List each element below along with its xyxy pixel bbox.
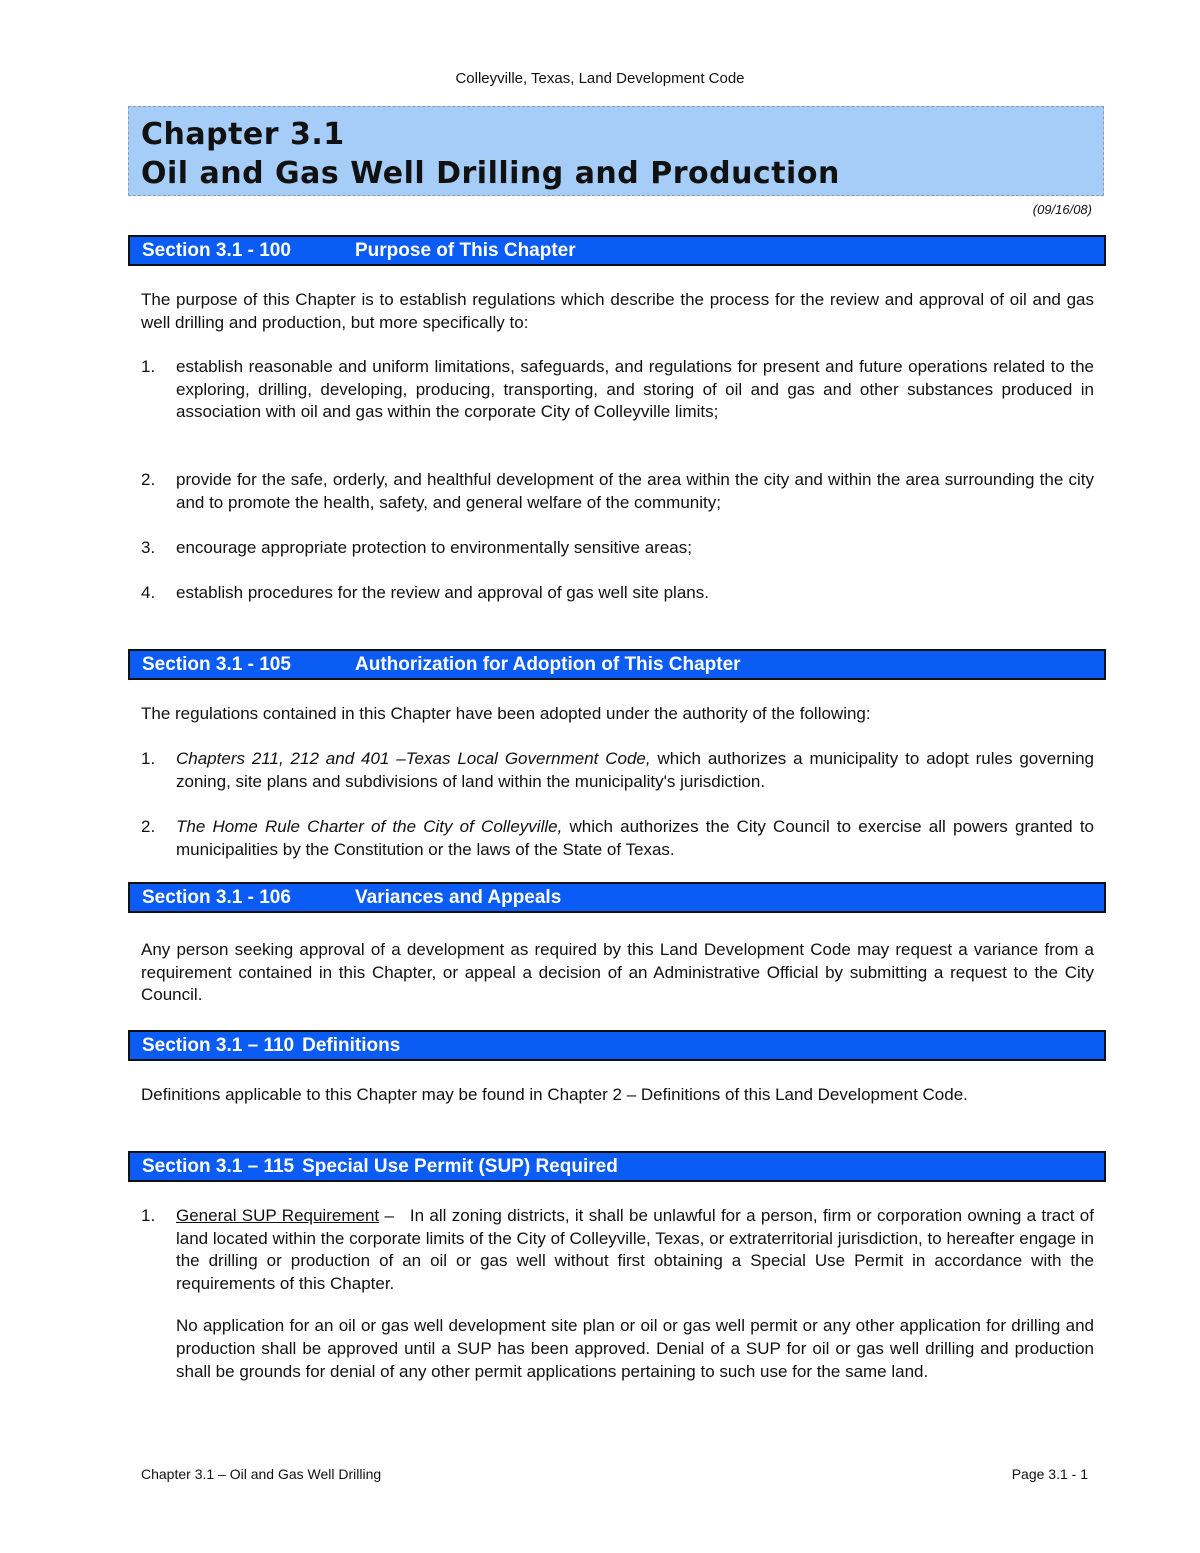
- sup-requirement-label: General SUP Requirement: [176, 1206, 380, 1225]
- section-100-intro: The purpose of this Chapter is to establish regulations which describe the process for the review and approval of oil and gas well drilling and production, but more specifically to:: [141, 290, 1094, 332]
- section-header-110: [128, 1030, 1106, 1061]
- list-item: 3. encourage appropriate protection to environmentally sensitive areas;: [141, 538, 692, 557]
- section-header-105: [128, 649, 1106, 680]
- list-item: 4. establish procedures for the review and approval of gas well site plans.: [141, 583, 709, 602]
- list-item: 1. establish reasonable and uniform limitations, safeguards, and regulations for present and future operations related to the exploring, drilling, developing, producing, transporting, and storing of oil and gas and other substances produced in association with oil and gas within the corporate City of Colleyville limits;: [141, 357, 1094, 422]
- section-number: Section 3.1 - 106: [142, 887, 291, 908]
- list-item: 1. Chapters 211, 212 and 401 –Texas Local Government Code, which authorizes a municipality to adopt rules governing zoning, site plans and subdivisions of land within the municipality's jurisdiction.: [141, 749, 1094, 791]
- section-title: Purpose of This Chapter: [355, 240, 576, 261]
- footer-page-number: Page 3.1 - 1: [1011, 1466, 1088, 1482]
- section-header-100: [128, 235, 1106, 266]
- section-number: Section 3.1 - 105: [142, 654, 291, 675]
- section-title: Special Use Permit (SUP) Required: [302, 1156, 618, 1177]
- section-header-115: [128, 1151, 1106, 1182]
- list-item: 2. provide for the safe, orderly, and healthful development of the area within the city and within the area surrounding the city and to promote the health, safety, and general welfare of the community;: [141, 470, 1094, 512]
- section-number: Section 3.1 – 110: [142, 1035, 295, 1056]
- list-item: 1. General SUP Requirement – In all zoning districts, it shall be unlawful for a person, firm or corporation owning a tract of land located within the corporate limits of the City of Colleyville, Texas, or extraterritorial jurisdiction, to hereafter engage in the drilling or production of an oil or gas well without first obtaining a Special Use Permit in accordance with the requirements of this Chapter. No application for an oil or gas well development site plan or oil or gas well permit or any other application for drilling and production shall be approved until a SUP has been approved. Denial of a SUP for oil or gas well drilling and production shall be grounds for denial of any other permit applications pertaining to such use for the same land.: [141, 1206, 1094, 1381]
- section-106-body: Any person seeking approval of a development as required by this Land Development Code may request a variance from a requirement contained in this Chapter, or appeal a decision of an Administrative Official by submitting a request to the City Council.: [141, 940, 1094, 1005]
- list-item: 2. The Home Rule Charter of the City of Colleyville, which authorizes the City Council to exercise all powers granted to municipalities by the Constitution or the laws of the State of Texas.: [141, 817, 1094, 859]
- section-number: Section 3.1 - 100: [142, 240, 291, 261]
- footer-chapter: Chapter 3.1 – Oil and Gas Well Drilling: [141, 1466, 382, 1482]
- revision-date: (09/16/08): [1032, 202, 1092, 217]
- chapter-number: Chapter 3.1: [141, 117, 345, 152]
- running-header: Colleyville, Texas, Land Development Code: [455, 70, 745, 87]
- section-number: Section 3.1 – 115: [142, 1156, 295, 1177]
- chapter-title: Oil and Gas Well Drilling and Production: [141, 156, 840, 191]
- section-title: Definitions: [302, 1035, 401, 1056]
- section-header-106: [128, 882, 1106, 913]
- section-title: Authorization for Adoption of This Chapter: [355, 654, 741, 675]
- section-105-intro: The regulations contained in this Chapter have been adopted under the authority of the following:: [141, 704, 871, 723]
- chapter-title-box: [128, 106, 1104, 196]
- section-title: Variances and Appeals: [355, 887, 562, 908]
- section-110-body: Definitions applicable to this Chapter may be found in Chapter 2 – Definitions of this Land Development Code.: [141, 1085, 968, 1104]
